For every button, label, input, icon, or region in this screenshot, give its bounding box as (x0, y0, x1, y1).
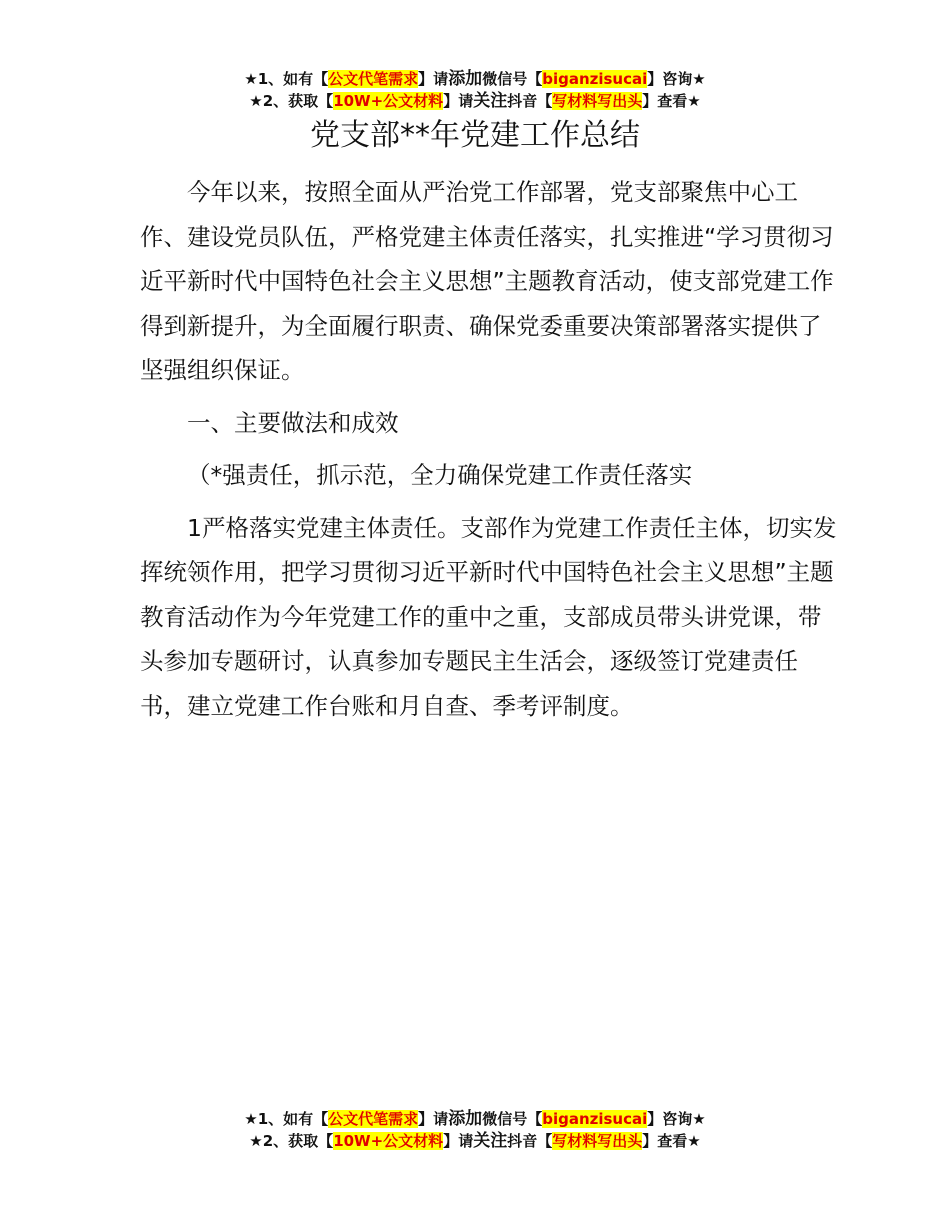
banner-line-1 (0, 68, 950, 90)
banner-text: 微信号【 (482, 70, 543, 88)
subsection-heading: （*强责任，抓示范，全力确保党建工作责任落实 (187, 461, 693, 489)
section-heading: 一、主要做法和成效 (187, 408, 399, 437)
banner-text: 抖音【 (507, 92, 553, 110)
banner-highlight: 写材料写出头 (552, 1132, 643, 1150)
banner-text: ★2、获取【 (249, 1132, 334, 1150)
banner-emphasis: 添加 (448, 1109, 483, 1129)
banner-text: ★1、如有【 (244, 70, 329, 88)
banner-text: ★2、获取【 (249, 92, 334, 110)
banner-highlight: biganzisucai (542, 70, 648, 88)
document-body (140, 170, 840, 728)
banner-line-2 (0, 1130, 950, 1152)
banner-highlight: 公文代笔需求 (328, 70, 419, 88)
banner-line-2 (0, 90, 950, 112)
banner-text: 抖音【 (507, 1132, 553, 1150)
banner-text: 】请 (418, 70, 449, 88)
paragraph-item-1: 1严格落实党建主体责任。支部作为党建工作责任主体，切实发挥统领作用，把学习贯彻习近平新时代中国特色社会主义思想”主题教育活动作为今年党建工作的重中之重，支部成员带头讲党课，带头参加专题研讨，认真参加专题民主生活会，逐级签订党建责任书，建立党建工作台账和月自查、季考评制度。 (140, 513, 837, 720)
banner-highlight: biganzisucai (542, 1110, 648, 1128)
banner-text: 】查看★ (642, 1132, 701, 1150)
banner-text: ★1、如有【 (244, 1110, 329, 1128)
paragraph-intro: 今年以来，按照全面从严治党工作部署，党支部聚焦中心工作、建设党员队伍，严格党建主体责任落实，扎实推进“学习贯彻习近平新时代中国特色社会主义思想”主题教育活动，使支部党建工作得到新提升，为全面履行职责、确保党委重要决策部署落实提供了坚强组织保证。 (140, 178, 834, 384)
header-banner (0, 68, 950, 112)
banner-text: 】咨询★ (647, 70, 706, 88)
banner-emphasis: 添加 (448, 69, 483, 89)
banner-text: 】请 (443, 92, 474, 110)
banner-highlight: 10W+公文材料 (333, 92, 444, 110)
banner-line-1 (0, 1108, 950, 1130)
banner-highlight: 公文代笔需求 (328, 1110, 419, 1128)
banner-highlight: 写材料写出头 (552, 92, 643, 110)
banner-highlight: 10W+公文材料 (333, 1132, 444, 1150)
banner-text: 微信号【 (482, 1110, 543, 1128)
footer-banner (0, 1108, 950, 1152)
banner-text: 】请 (443, 1132, 474, 1150)
banner-text: 】咨询★ (647, 1110, 706, 1128)
banner-emphasis: 关注 (473, 91, 508, 111)
banner-text: 】查看★ (642, 92, 701, 110)
document-title: 党支部**年党建工作总结 (310, 118, 640, 153)
banner-emphasis: 关注 (473, 1131, 508, 1151)
banner-text: 】请 (418, 1110, 449, 1128)
